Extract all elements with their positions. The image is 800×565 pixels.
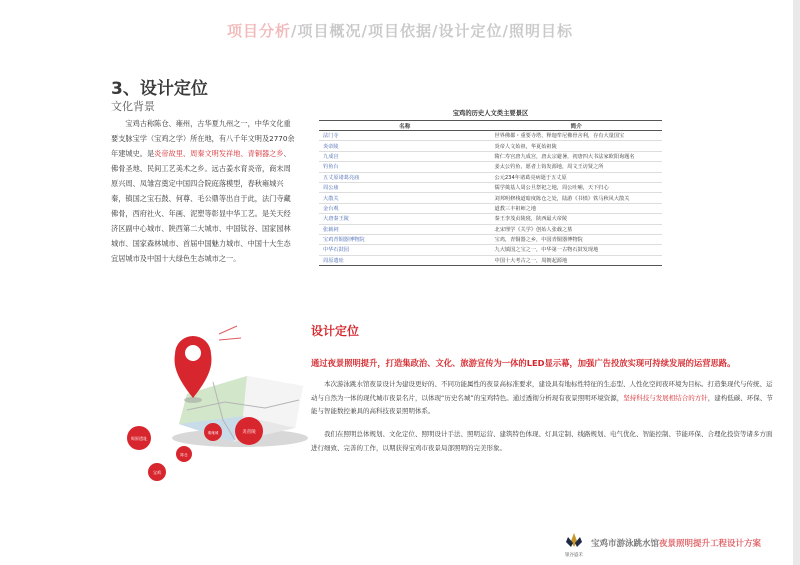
design-p1-highlight: 坚持科技与发展相结合的方针 xyxy=(623,393,708,402)
sub-heading: 文化背景 xyxy=(111,100,155,113)
dot-label-4: 炎帝陵 xyxy=(242,430,256,435)
row-name: 张载祠 xyxy=(319,224,491,234)
table-row xyxy=(319,224,662,234)
design-paragraph-2: 我们在照明总体规划、文化定位、照明设计手法、照明运营、建筑特色体现、灯具定制、线路规划、电气优化、智能控制、节能环保、合理化投资等诸多方面进行细致、完善的工作，以期获得宝鸡市夜景局部照明的完美形象。 xyxy=(311,430,773,452)
row-desc: 九大镇国之宝之一，中华第一古物石鼓发现地 xyxy=(491,245,663,255)
row-name: 钓鱼台 xyxy=(319,162,491,172)
row-name: 周原遗址 xyxy=(319,255,491,265)
row-name: 周公庙 xyxy=(319,182,491,192)
row-desc: 儒学奠基人周公旦祭祀之地，周公吐哺，天下归心 xyxy=(491,182,663,192)
dot-label-2: 陈仓 xyxy=(180,453,188,457)
nav-rest-items[interactable]: /项目概况/项目依据/设计定位/照明目标 xyxy=(291,22,573,40)
row-desc: 秦王李茂贞陵寝，陕西最大帝陵 xyxy=(491,214,663,224)
row-name: 法门寺 xyxy=(319,131,491,141)
design-paragraph-1 xyxy=(311,378,777,419)
table-row xyxy=(319,234,662,244)
design-p1-start: 本次游泳跳水馆夜景设计为建设更好的、不同功能属性的夜景高标准要求，建设具有地标性特征的生态型、人性化空间夜环境为目标。打造集现代与传统、运动与自然为一体的现代城市夜景名片，以体现“历史名城”的宝鸡特色。通过透彻分析现有夜景照明环境资源， xyxy=(311,380,773,402)
dot-label-3: 秦雍城 xyxy=(207,431,219,435)
table-row xyxy=(319,214,662,224)
intro-highlight: 炎帝故里、周秦文明发祥地、青铜器之乡 xyxy=(154,149,284,158)
row-desc: 姜太公钓鱼，愿者上钩发源地，周文王访贤之所 xyxy=(491,162,663,172)
table-row xyxy=(319,151,662,161)
row-name: 九成宫 xyxy=(319,151,491,161)
map-illustration-svg xyxy=(115,320,315,500)
design-heading: 设计定位 xyxy=(311,324,360,338)
row-name: 金台观 xyxy=(319,203,491,213)
dot-label-1: 周原遗址 xyxy=(130,436,148,441)
table-row xyxy=(319,141,662,151)
row-name: 五丈原诸葛亮庙 xyxy=(319,172,491,182)
logo-text: 银谷盛禾 xyxy=(565,553,583,558)
intro-text-2: 、佛骨圣地、民间工艺美术之乡。远古姜水育炎帝，商末周原兴周、凤雏宫奠定中国四合院庭落模型，春秋雍城兴秦，镇国之宝石鼓、何尊、毛公鼎等出自于此，法门寺藏佛骨，西府社火、年画、泥塑等彰显中华工艺。是关天经济区副中心城市、陕西第二大城市、中国钛谷、国家园林城市、国家森林城市、首届中国魅力城市、中国十大生态宜居城市及中国十大绿色生态城市之一。 xyxy=(111,149,291,263)
row-desc: 道教三丰祖师之地 xyxy=(491,203,663,213)
intro-text-1: 宝鸡古称陈仓、雍州，古华夏九州之一，中华文化重要支脉宝学（宝鸡之学）所在地，有八千年文明及2770余年建城史。是 xyxy=(111,119,295,158)
dot-label-5: 宝鸡 xyxy=(153,470,161,475)
scenic-table xyxy=(319,108,662,266)
table-row xyxy=(319,203,662,213)
row-desc: 刘邦明修栈道暗度陈仓之处，陆游《书愤》铁马秋风大散关 xyxy=(491,193,663,203)
row-desc: 北宋理学《关学》创始人张载之墓 xyxy=(491,224,663,234)
nav-active-item[interactable]: 项目分析 xyxy=(227,22,292,40)
table-title: 宝鸡的历史人文类主要景区 xyxy=(452,110,529,117)
map-pin-illustration xyxy=(115,320,315,500)
scenic-table-grid xyxy=(319,120,662,266)
row-desc: 中国十大考古之一，周朝起源地 xyxy=(491,255,663,265)
table-row xyxy=(319,245,662,255)
table-row xyxy=(319,193,662,203)
design-p1-end: ，建构低碳、环保、节能与智能数控兼具的高科技夜景照明体系。 xyxy=(311,393,773,415)
nav-breadcrumb xyxy=(0,20,800,41)
row-name: 大唐秦王陵 xyxy=(319,214,491,224)
row-name: 宝鸡青铜器博物院 xyxy=(319,234,491,244)
table-row xyxy=(319,162,662,172)
row-desc: 世界佛都・重要寺塔，释迦牟尼佛骨舍利，存有大量国宝 xyxy=(491,131,663,141)
col-intro-header: 简介 xyxy=(491,121,663,131)
company-logo xyxy=(561,532,587,558)
row-name: 中华石鼓园 xyxy=(319,245,491,255)
row-desc: 隋仁寿宫唐九成宫，唐太宗避暑，初唐四大书法家欧阳询题名 xyxy=(491,151,663,161)
intro-paragraph xyxy=(111,116,296,266)
section-heading: 3、设计定位 xyxy=(111,79,208,99)
edge-stripe xyxy=(793,0,800,565)
table-row xyxy=(319,182,662,192)
table-row xyxy=(319,131,662,141)
row-desc: 炎帝人文始祖，华夏始祖陵 xyxy=(491,141,663,151)
design-headline: 通过夜景照明提升，打造集政治、文化、旅游宣传为一体的LED显示幕，加强广告投放实现可持续发展的运营思路。 xyxy=(311,358,736,368)
logo-icon xyxy=(566,533,582,547)
table-row xyxy=(319,172,662,182)
row-desc: 公元234年诸葛亮病逝于五丈原 xyxy=(491,172,663,182)
footer-title-a: 宝鸡市游泳跳水馆 xyxy=(591,539,660,549)
table-row xyxy=(319,255,662,265)
footer-title-b: 夜景照明提升工程设计方案 xyxy=(659,539,762,549)
row-desc: 宝鸡，青铜器之乡，中国青铜器博物院 xyxy=(491,234,663,244)
row-name: 大散关 xyxy=(319,193,491,203)
col-name-header: 名称 xyxy=(319,121,491,131)
footer-project-title xyxy=(591,537,761,549)
row-name: 炎帝陵 xyxy=(319,141,491,151)
